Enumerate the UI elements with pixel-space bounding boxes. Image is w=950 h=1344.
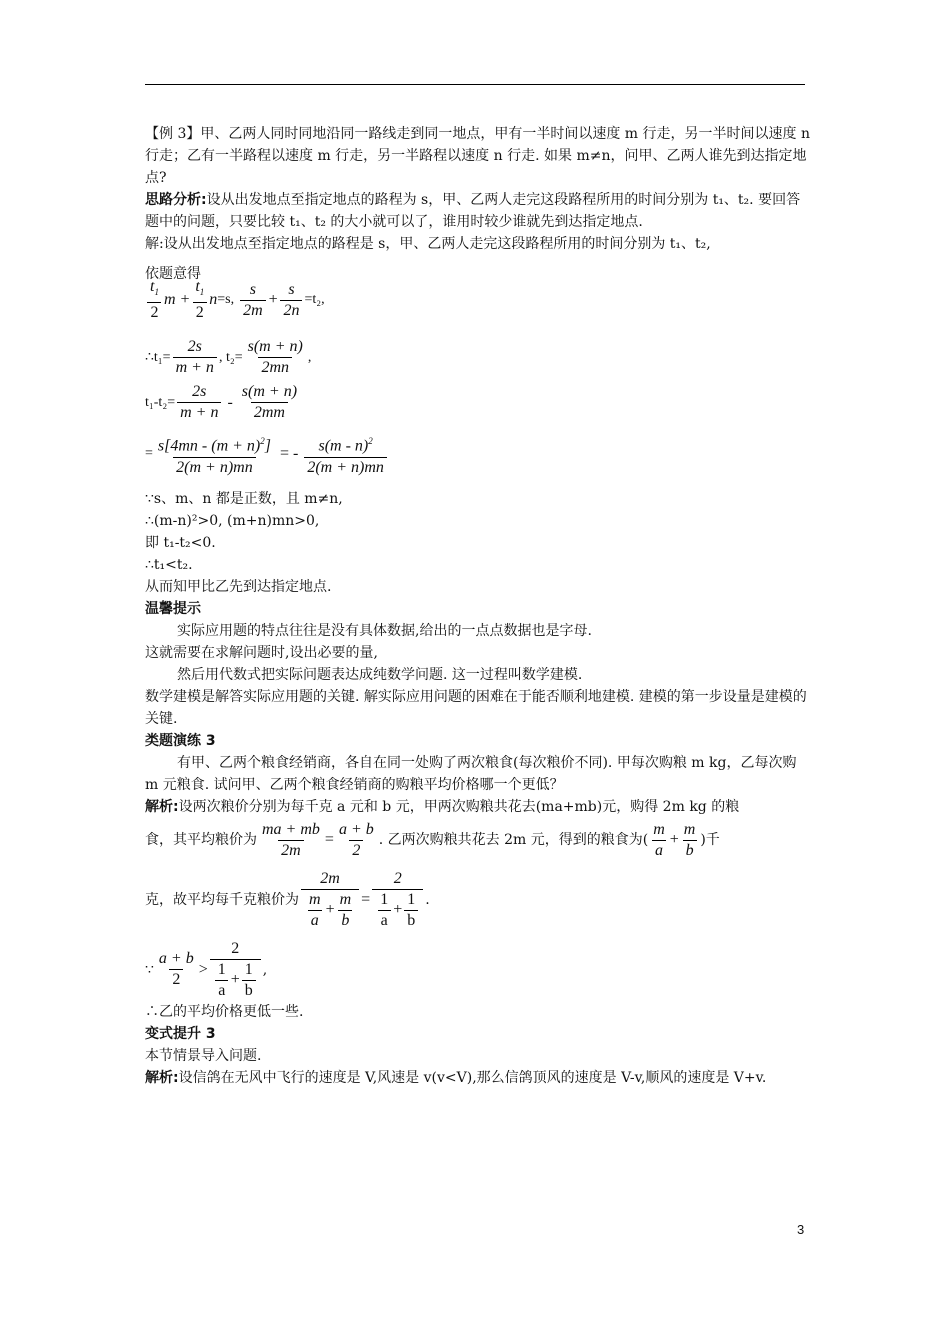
reasoning-line: 从而知甲比乙先到达指定地点. — [145, 578, 332, 595]
analysis-text: 设从出发地点至指定地点的路程为 s，甲、乙两人走完这段路程所用的时间分别为 t₁、t₂. 要回答题中的问题，只要比较 t₁、t₂ 的大小就可以了，谁用时较少谁就先到达指定地点. — [145, 192, 801, 230]
reasoning-line: ∴t₁<t₂. — [145, 556, 193, 573]
reasoning-line: ∵s、m、n 都是正数，且 m≠n, — [145, 490, 343, 507]
variant-solution — [145, 1067, 810, 1089]
example-text: 甲、乙两人同时同地沿同一路线走到同一地点，甲有一半时间以速度 m 行走，另一半时间以速度 n 行走；乙有一半路程以速度 m 行走，另一半路程以速度 n 行走. 如果 m≠n，问甲、乙两人谁先到达指定地点? — [145, 126, 810, 186]
fraction: $\frac{m}{b}$ — [683, 820, 696, 859]
fraction: 2 $\frac{1}{a}$ + $\frac{1}{b}$ — [372, 869, 423, 931]
fraction: $\frac{s}{2n}$ — [280, 280, 302, 321]
avg-price-text: 食，其平均粮价为 — [145, 832, 257, 849]
fraction: $\frac{m}{a}$ — [653, 820, 665, 859]
fraction: $\frac{ma + mb}{2m}$ — [262, 820, 320, 859]
t1-t2-expression: ∴t₁= $\frac{2s}{m + n}$ , t₂= $\frac{s(m + n)}{2mn}$ , — [145, 338, 312, 377]
fraction: $\frac{s(m + n)}{2mm}$ — [241, 383, 298, 422]
example-label: 【例 3】 — [145, 126, 201, 142]
eq1-tail: =s, — [217, 292, 235, 308]
reasoning-line: 即 t₁-t₂<0. — [145, 534, 216, 551]
tip-line: 然后用代数式把实际问题表达成纯数学问题. 这一过程叫数学建模. — [177, 666, 583, 683]
reasoning-line: ∴(m-n)²>0, (m+n)mn>0, — [145, 512, 320, 529]
practice-problem: 有甲、乙两个粮食经销商，各自在同一处购了两次粮食(每次粮价不同). 甲每次购粮 m kg，乙每次购 m 元粮食. 试问甲、乙两个粮食经销商的购粮平均价格哪一个更低？ — [145, 754, 797, 793]
t2-label: , t₂= — [218, 349, 243, 365]
fraction: $\frac{t_1}{2}$ — [147, 277, 162, 323]
document-body — [145, 123, 810, 1089]
second-buyer-text: . 乙两次购粮共花去 2m 元，得到的粮食为( — [378, 832, 649, 849]
fraction: $\frac{2s}{m + n}$ — [173, 337, 217, 378]
eq-intro-text: 依题意得 — [145, 266, 201, 282]
variant-solution-label: 解析: — [145, 1069, 179, 1086]
fraction: $\frac{s(m + n)}{2mn}$ — [247, 338, 303, 377]
tip-line: 这就需要在求解问题时,设出必要的量, — [145, 644, 378, 661]
analysis-label: 思路分析: — [145, 192, 207, 208]
fraction: $\frac{a + b}{2}$ — [158, 950, 194, 989]
fraction: 2 $\frac{1}{a}$ + $\frac{1}{b}$ — [210, 939, 261, 1001]
tip-line: 数学建模是解答实际应用题的关键. 解实际应用问题的困难在于能否顺利地建模. 建模的第一步设量是建模的关键. — [145, 688, 807, 727]
solution-intro: 解:设从出发地点至指定地点的路程是 s，甲、乙两人走完这段路程所用的时间分别为 t₁、t₂, — [145, 236, 711, 252]
practice-solution-text: 设两次粮价分别为每千克 a 元和 b 元，甲两次购粮共花去(ma+mb)元，购得 2m kg 的粮 — [178, 798, 740, 815]
practice-solution-line1 — [145, 796, 810, 818]
header-rule — [145, 84, 805, 85]
practice-solution-line3: 克，故平均每千克粮价为 2m $\frac{m}{a}$ + $\frac{m}{b}$ = 2 $\frac{1}{a}$ + $\frac{1}{b}$ . — [145, 869, 430, 929]
variant-intro: 本节情景导入问题. — [145, 1047, 262, 1064]
fraction: $\frac{a + b}{2}$ — [338, 820, 374, 859]
fraction: $\frac{2s}{m + n}$ — [177, 382, 221, 423]
because-symbol: ∵ — [145, 961, 154, 978]
tip-line: 实际应用题的特点往往是没有具体数据,给出的一点点数据也是字母. — [177, 622, 592, 639]
simplified-expression: = $\frac{s[4mn - (m + n)^2]}{2(m + n)mn}$ = - $\frac{s(m - n)^2}{2(m + n)mn}$ — [145, 431, 810, 477]
fraction: 2m $\frac{m}{a}$ + $\frac{m}{b}$ — [301, 869, 359, 931]
analysis-paragraph — [145, 189, 810, 233]
practice-conclusion: ∴乙的平均价格更低一些. — [145, 1003, 304, 1020]
fraction: $\frac{t_1}{2}$ — [192, 277, 207, 323]
example-paragraph — [145, 123, 810, 189]
reasoning-lines — [145, 488, 810, 598]
fraction: $\frac{s[4mn - (m + n)^2]}{2(m + n)mn}$ — [157, 436, 271, 476]
practice-solution-line2: 食，其平均粮价为 $\frac{ma + mb}{2m}$ = $\frac{a + b}{2}$ . 乙两次购粮共花去 2m 元，得到的粮食为( $\frac{m}{a}$ + $\frac{m}{b}$ )千 — [145, 820, 720, 859]
equation-line-1: $\frac{t_1}{2}$ m + $\frac{t_1}{2}$ n =s, $\frac{s}{2m}$ + $\frac{s}{2n}$ =t₂, — [145, 277, 810, 323]
comparison-line: ∵ $\frac{a + b}{2}$ > 2 $\frac{1}{a}$ + $\frac{1}{b}$ , — [145, 939, 268, 999]
difference-expression: t₁-t₂= $\frac{2s}{m + n}$ - $\frac{s(m + n)}{2mm}$ — [145, 382, 810, 423]
t1-label: ∴t₁= — [145, 349, 171, 365]
avg-price-per-kg-text: 克，故平均每千克粮价为 — [145, 891, 299, 908]
fraction: $\frac{s}{2m}$ — [240, 280, 266, 321]
fraction: $\frac{s(m - n)^2}{2(m + n)mn}$ — [304, 431, 387, 477]
practice-solution-label: 解析: — [145, 798, 179, 815]
diff-label: t₁-t₂= — [145, 394, 176, 410]
page-number: 3 — [797, 1222, 805, 1237]
tip-title: 温馨提示 — [145, 600, 201, 617]
practice-title: 类题演练 3 — [145, 732, 216, 749]
eq2-tail: =t₂, — [304, 292, 325, 308]
unit-text: )千 — [700, 832, 720, 849]
variant-solution-text: 设信鸽在无风中飞行的速度是 V,风速是 v(v<V),那么信鸽顶风的速度是 V-v,顺风的速度是 V+v. — [178, 1069, 767, 1086]
variant-title: 变式提升 3 — [145, 1025, 216, 1042]
